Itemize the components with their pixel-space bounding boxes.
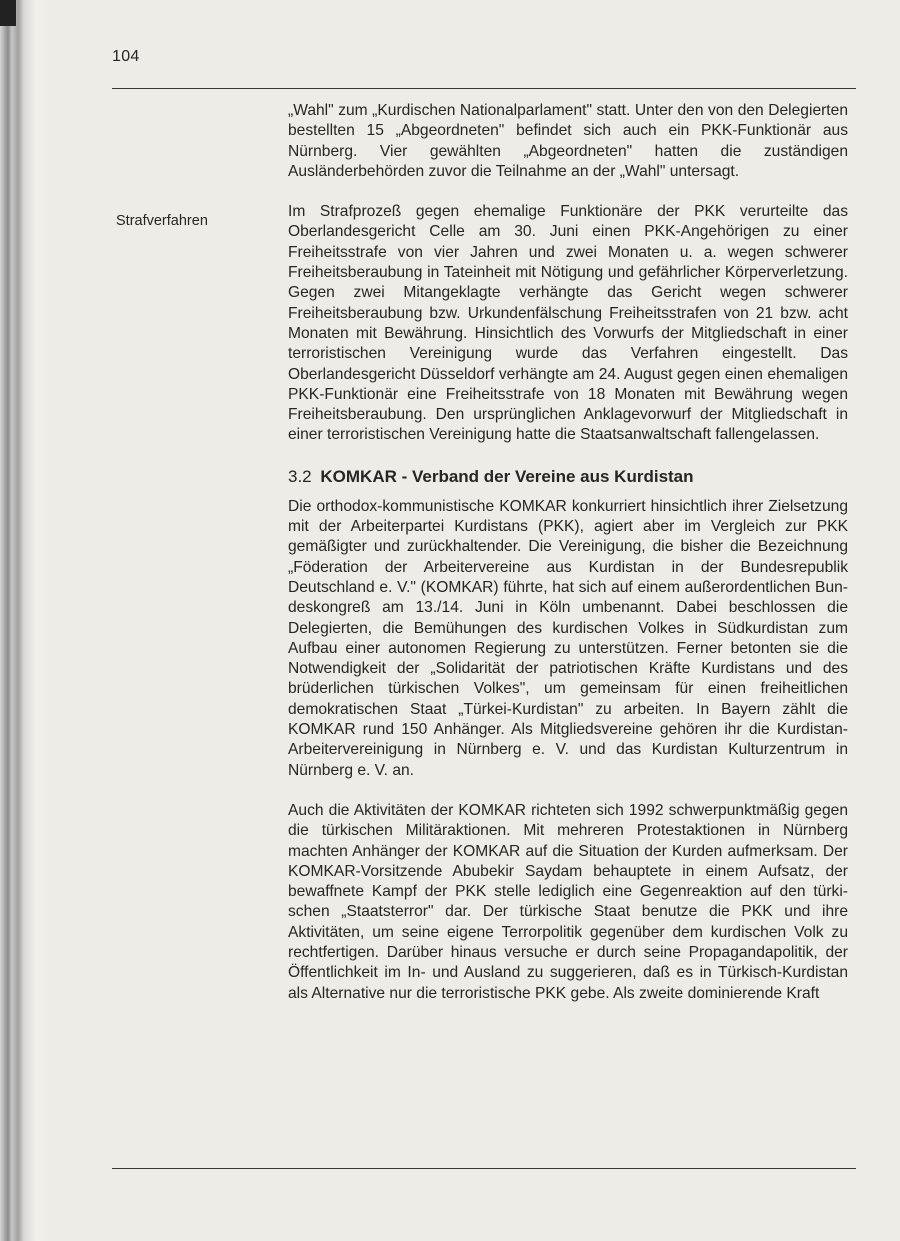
scan-binding-edge [0, 0, 50, 1241]
header-rule [112, 88, 856, 89]
paragraph-komkar-activities: Auch die Aktivitäten der KOMKAR richteten sich 1992 schwerpunktmäßig gegen die türkischen Militäraktionen. Mit mehreren Protestaktionen in Nürnberg machten Anhänger der KOMKAR auf die Situation der Kurden aufmerksam. Der KOMKAR-Vorsitzende Abubekir Saydam behauptete in einem Aufsatz, der bewaffnete Kampf der PKK stelle lediglich eine Gegenreaktion auf den türkischen „Staatsterror" dar. Der türkische Staat benutze die PKK und ihre Aktivitäten, um seine eigene Terrorpolitik gegenüber dem kurdischen Volk zu rechtfertigen. Darüber hinaus versuche er durch seine Propagandapolitik, der Öffentlichkeit im In- und Ausland zu suggerieren, daß es in Türkisch-Kurdistan als Alternative nur die terroristische PKK gebe. Als zweite dominierende Kraft [288, 801, 848, 1002]
paragraph-wahl: „Wahl" zum „Kurdischen Nationalparlament" statt. Unter den von den Delegierten bestellten 15 „Abgeordneten" befindet sich auch ein PKK-Funktionär aus Nürnberg. Vier gewählten „Abgeordneten" hatten die zuständigen Ausländerbehörden zuvor die Teilnahme an der „Wahl" untersagt. [288, 102, 848, 180]
margin-note-strafverfahren: Strafverfahren [116, 213, 208, 229]
paragraph-strafverfahren: Im Strafprozeß gegen ehemalige Funktionäre der PKK verurteilte das Oberlandesgericht Celle am 30. Juni einen PKK-Angehörigen zu einer Freiheitsstrafe von vier Jahren und zwei Monaten u. a. wegen schwerer Freiheitsberaubung in Tateinheit mit Nötigung und gefährlicher Körperverletzung. Gegen zwei Mitangeklagte verhängte das Gericht wegen schwerer Freiheitsberaubung bzw. Urkundenfälschung Freiheitsstrafen von 21 bzw. acht Monaten mit Bewährung. Hinsichtlich des Vorwurfs der Mitgliedschaft in einer terroristischen Vereinigung wurde das Verfahren eingestellt. Das Oberlandesgericht Düsseldorf verhängte am 24. August gegen einen ehemaligen PKK-Funktionär eine Freiheitsstrafe von 18 Monaten mit Bewährung wegen Freiheitsberaubung. Den ursprünglichen Anklagevorwurf der Mitgliedschaft in einer terroristischen Vereinigung hatte die Staatsanwaltschaft fallengelassen. [288, 203, 848, 444]
body-column [288, 101, 848, 1024]
scan-binding-mark [0, 0, 16, 26]
footer-rule [112, 1168, 856, 1169]
section-title: KOMKAR - Verband der Vereine aus Kurdistan [320, 466, 694, 486]
section-number: 3.2 [288, 466, 312, 486]
paragraph-komkar-intro: Die orthodox-kommunistische KOMKAR konkurriert hinsichtlich ihrer Zielsetzung mit der Arbeiterpartei Kurdistans (PKK), agiert aber im Vergleich zur PKK gemäßigter und zurückhaltender. Die Vereinigung, die bisher die Bezeichnung „Föderation der Arbeitervereine aus Kurdistan in der Bundesrepublik Deutschland e. V." (KOMKAR) führte, hat sich auf einem außerordentlichen Bundeskongreß am 13./14. Juni in Köln umbenannt. Dabei beschlossen die Delegierten, die Bemühungen des kurdischen Volkes in Südkurdistan zum Aufbau einer autonomen Regierung zu unterstützen. Ferner betonten sie die Notwendigkeit der „Solidarität der patriotischen Kräfte Kurdistans und des brüderlichen türkischen Volkes", um gemeinsam für einen freiheitlichen demokratischen Staat „Türkei-Kurdistan" zu arbeiten. In Bayern zählt die KOMKAR rund 150 Anhänger. Als Mitgliedsvereine gehören ihr die Kurdistan-Arbeitervereinigung in Nürnberg e. V. und das Kurdistan Kulturzentrum in Nürnberg e. V. an. [288, 497, 848, 779]
section-heading [288, 466, 848, 488]
page-number: 104 [112, 48, 140, 65]
